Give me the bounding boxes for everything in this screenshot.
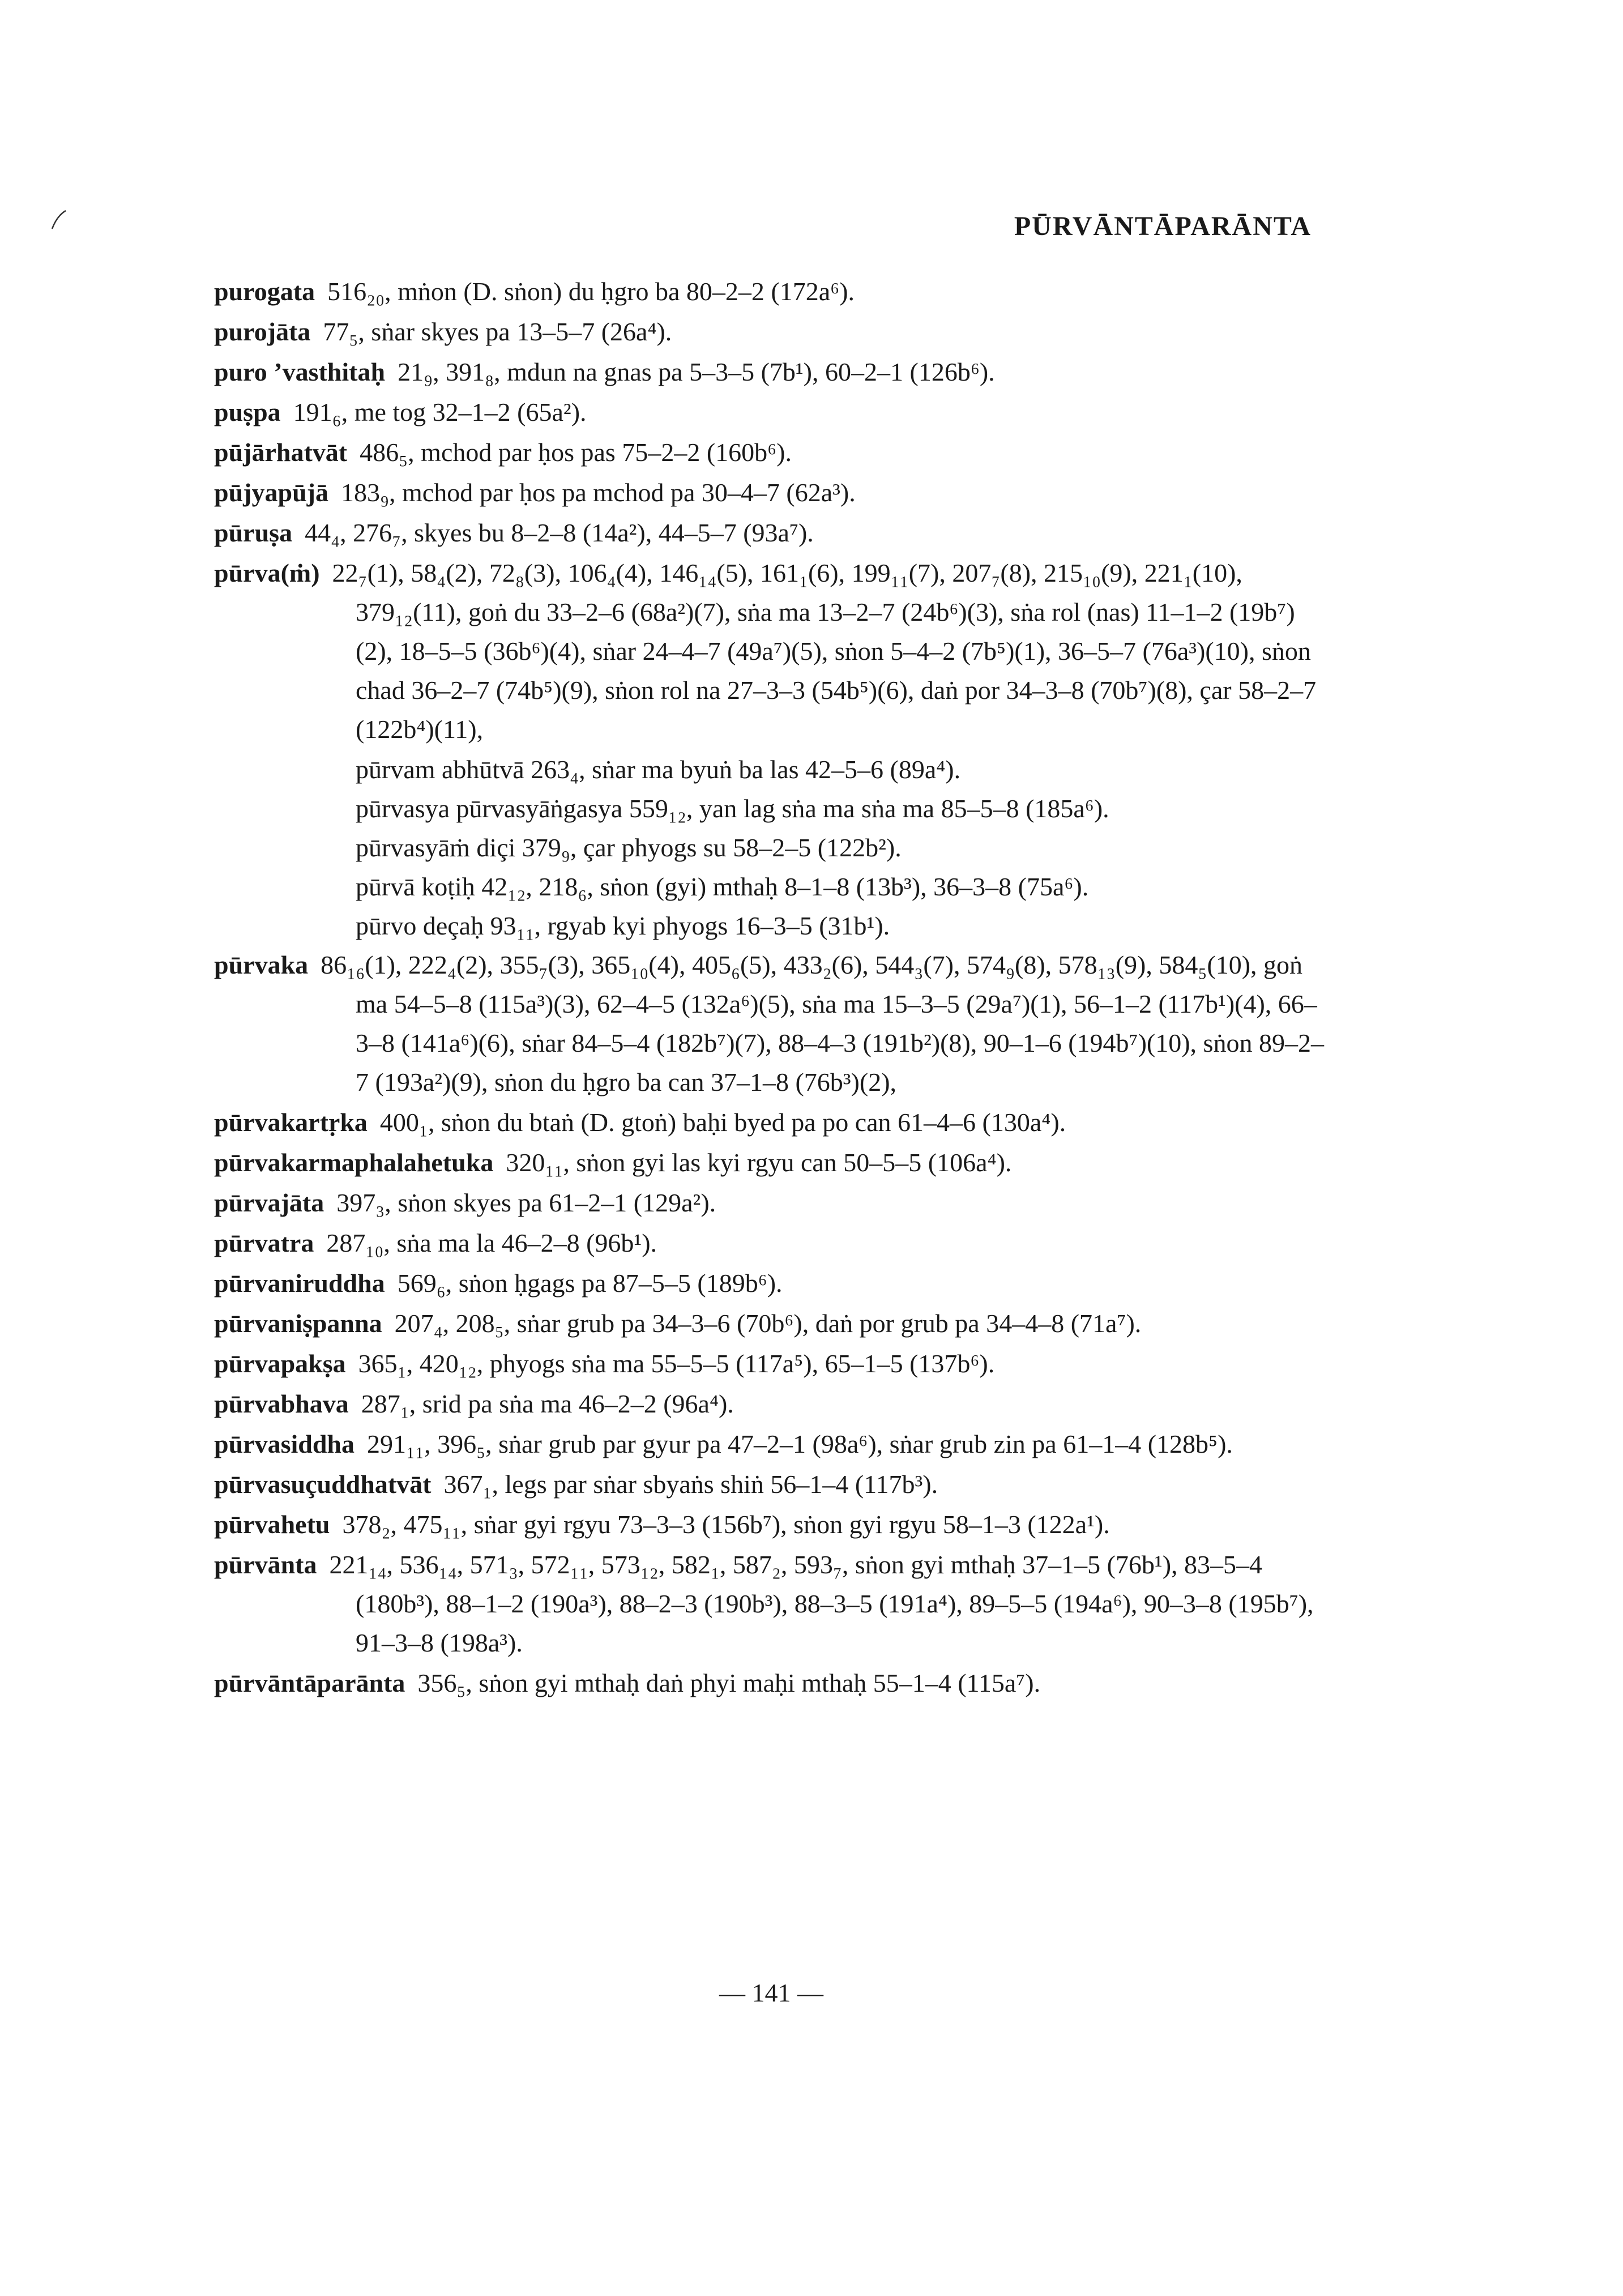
dictionary-entry	[214, 433, 1324, 472]
entry-text: 367₁, legs par sṅar sbyaṅs shiṅ 56–1–4 (117b³).	[443, 1470, 938, 1499]
entry-text: pūrvo deçaḥ 93₁₁, rgyab kyi phyogs 16–3–5 (31b¹).	[356, 911, 890, 940]
headword: pūrvapakṣa	[214, 1349, 346, 1378]
dictionary-entry	[214, 1143, 1324, 1182]
entry-text: 183₉, mchod par ḥos pa mchod pa 30–4–7 (62a³).	[340, 478, 856, 507]
entry-text: 356₅, sṅon gyi mthaḥ daṅ phyi maḥi mthaḥ 55–1–4 (115a⁷).	[417, 1668, 1041, 1697]
headword: pūrvakarmaphalahetuka	[214, 1148, 494, 1177]
entry-text: pūrvasya pūrvasyāṅgasya 559₁₂, yan lag sṅa ma sṅa ma 85–5–8 (185a⁶).	[356, 794, 1109, 823]
dictionary-entry	[214, 1384, 1324, 1423]
entry-text: 21₉, 391₈, mdun na gnas pa 5–3–5 (7b¹), 60–2–1 (126b⁶).	[398, 357, 995, 386]
dictionary-entry	[214, 513, 1324, 552]
dictionary-entry	[214, 1505, 1324, 1544]
entry-text: 221₁₄, 536₁₄, 571₃, 572₁₁, 573₁₂, 582₁, 587₂, 593₇, sṅon gyi mthaḥ 37–1–5 (76b¹), 83–5–4 (180b³), 88–1–2 (190a³), 88–2–3 (190b³), 88–3–5 (191a⁴), 89–5–5 (194a⁶), 90–3–8 (195b⁷), 91–3–8 (198a³).	[329, 1550, 1314, 1657]
headword: purogata	[214, 277, 315, 306]
sub-entry	[214, 906, 1324, 945]
headword: pūrvāntāparānta	[214, 1668, 405, 1697]
dictionary-entry	[214, 473, 1324, 512]
sub-entry	[214, 828, 1324, 867]
entry-text: pūrvam abhūtvā 263₄, sṅar ma byuṅ ba las 42–5–6 (89a⁴).	[356, 755, 961, 784]
dictionary-entry	[214, 1264, 1324, 1303]
entry-text: 44₄, 276₇, skyes bu 8–2–8 (14a²), 44–5–7 (93a⁷).	[305, 518, 814, 547]
headword: pūrvakartṛka	[214, 1108, 368, 1137]
entry-text: 86₁₆(1), 222₄(2), 355₇(3), 365₁₀(4), 405₆(5), 433₂(6), 544₃(7), 574₉(8), 578₁₃(9), 584₅(10), goṅ ma 54–5–8 (115a³)(3), 62–4–5 (132a⁶)(5), sṅa ma 15–3–5 (29a⁷)(1), 56–1–2 (117b¹)(4), 66–3–8 (141a⁶)(6), sṅar 84–5–4 (182b⁷)(7), 88–4–3 (191b²)(8), 90–1–6 (194b⁷)(10), sṅon 89–2–7 (193a²)(9), sṅon du ḥgro ba can 37–1–8 (76b³)(2),	[321, 950, 1324, 1096]
headword: pūrvabhava	[214, 1389, 349, 1418]
headword: pūrvaka	[214, 950, 309, 979]
headword: pūjārhatvāt	[214, 438, 348, 467]
entry-text: 291₁₁, 396₅, sṅar grub par gyur pa 47–2–1 (98a⁶), sṅar grub zin pa 61–1–4 (128b⁵).	[367, 1429, 1233, 1458]
dictionary-entry	[214, 1103, 1324, 1142]
headword: pūjyapūjā	[214, 478, 328, 507]
dictionary-entry	[214, 1424, 1324, 1463]
entry-text: 378₂, 475₁₁, sṅar gyi rgyu 73–3–3 (156b⁷), sṅon gyi rgyu 58–1–3 (122a¹).	[342, 1510, 1110, 1539]
headword: pūrvaniruddha	[214, 1269, 385, 1298]
headword: pūrva(ṁ)	[214, 558, 320, 587]
headword: pūrvahetu	[214, 1510, 330, 1539]
sub-entry	[214, 867, 1324, 906]
dictionary-entry	[214, 1344, 1324, 1383]
dictionary-entries	[214, 272, 1324, 1704]
entry-text: 486₅, mchod par ḥos pas 75–2–2 (160b⁶).	[360, 438, 792, 467]
entry-text: 320₁₁, sṅon gyi las kyi rgyu can 50–5–5 (106a⁴).	[506, 1148, 1012, 1177]
dictionary-entry	[214, 945, 1324, 1102]
running-title: PŪRVĀNTĀPARĀNTA	[1014, 211, 1312, 241]
entry-text: 400₁, sṅon du btaṅ (D. gtoṅ) baḥi byed pa po can 61–4–6 (130a⁴).	[379, 1108, 1066, 1137]
entry-text: 77₅, sṅar skyes pa 13–5–7 (26a⁴).	[323, 317, 672, 346]
headword: pūruṣa	[214, 518, 293, 547]
pen-mark	[50, 208, 67, 231]
entry-text: 516₂₀, mṅon (D. sṅon) du ḥgro ba 80–2–2 (172a⁶).	[327, 277, 855, 306]
sub-entry	[214, 789, 1324, 828]
dictionary-entry	[214, 553, 1324, 749]
dictionary-entry	[214, 312, 1324, 351]
headword: pūrvānta	[214, 1550, 317, 1579]
dictionary-entry	[214, 1223, 1324, 1262]
entry-text: 287₁, srid pa sṅa ma 46–2–2 (96a⁴).	[361, 1389, 734, 1418]
headword: pūrvaniṣpanna	[214, 1309, 382, 1338]
dictionary-entry	[214, 1465, 1324, 1504]
dictionary-entry	[214, 1663, 1324, 1702]
dictionary-entry	[214, 1183, 1324, 1222]
dictionary-entry	[214, 272, 1324, 311]
entry-text: 365₁, 420₁₂, phyogs sṅa ma 55–5–5 (117a⁵), 65–1–5 (137b⁶).	[358, 1349, 995, 1378]
entry-text: pūrvā koṭiḥ 42₁₂, 218₆, sṅon (gyi) mthaḥ 8–1–8 (13b³), 36–3–8 (75a⁶).	[356, 872, 1089, 901]
entry-text: 191₆, me tog 32–1–2 (65a²).	[293, 398, 587, 426]
headword: pūrvatra	[214, 1228, 314, 1257]
headword: puro ’vasthitaḥ	[214, 357, 386, 386]
dictionary-entry	[214, 392, 1324, 432]
headword: pūrvajāta	[214, 1188, 324, 1217]
entry-text: pūrvasyāṁ diçi 379₉, çar phyogs su 58–2–5 (122b²).	[356, 833, 902, 862]
entry-text: 569₆, sṅon ḥgags pa 87–5–5 (189b⁶).	[397, 1269, 783, 1298]
dictionary-entry	[214, 1545, 1324, 1662]
entry-text: 397₃, sṅon skyes pa 61–2–1 (129a²).	[336, 1188, 716, 1217]
headword: pūrvasiddha	[214, 1429, 355, 1458]
sub-entry	[214, 750, 1324, 789]
headword: puṣpa	[214, 398, 281, 426]
dictionary-entry	[214, 352, 1324, 391]
headword: pūrvasuçuddhatvāt	[214, 1470, 432, 1499]
dictionary-entry	[214, 1304, 1324, 1343]
headword: purojāta	[214, 317, 311, 346]
entry-text: 287₁₀, sṅa ma la 46–2–8 (96b¹).	[326, 1228, 657, 1257]
page-number: — 141 —	[719, 1978, 823, 2007]
entry-text: 22₇(1), 58₄(2), 72₈(3), 106₄(4), 146₁₄(5), 161₁(6), 199₁₁(7), 207₇(8), 215₁₀(9), 221₁(10), 379₁₂(11), goṅ du 33–2–6 (68a²)(7), sṅa ma 13–2–7 (24b⁶)(3), sṅa rol (nas) 11–1–2 (19b⁷)(2), 18–5–5 (36b⁶)(4), sṅar 24–4–7 (49a⁷)(5), sṅon 5–4–2 (7b⁵)(1), 36–5–7 (76a³)(10), sṅon chad 36–2–7 (74b⁵)(9), sṅon rol na 27–3–3 (54b⁵)(6), daṅ por 34–3–8 (70b⁷)(8), çar 58–2–7 (122b⁴)(11),	[332, 558, 1317, 744]
entry-text: 207₄, 208₅, sṅar grub pa 34–3–6 (70b⁶), daṅ por grub pa 34–4–8 (71a⁷).	[394, 1309, 1142, 1338]
